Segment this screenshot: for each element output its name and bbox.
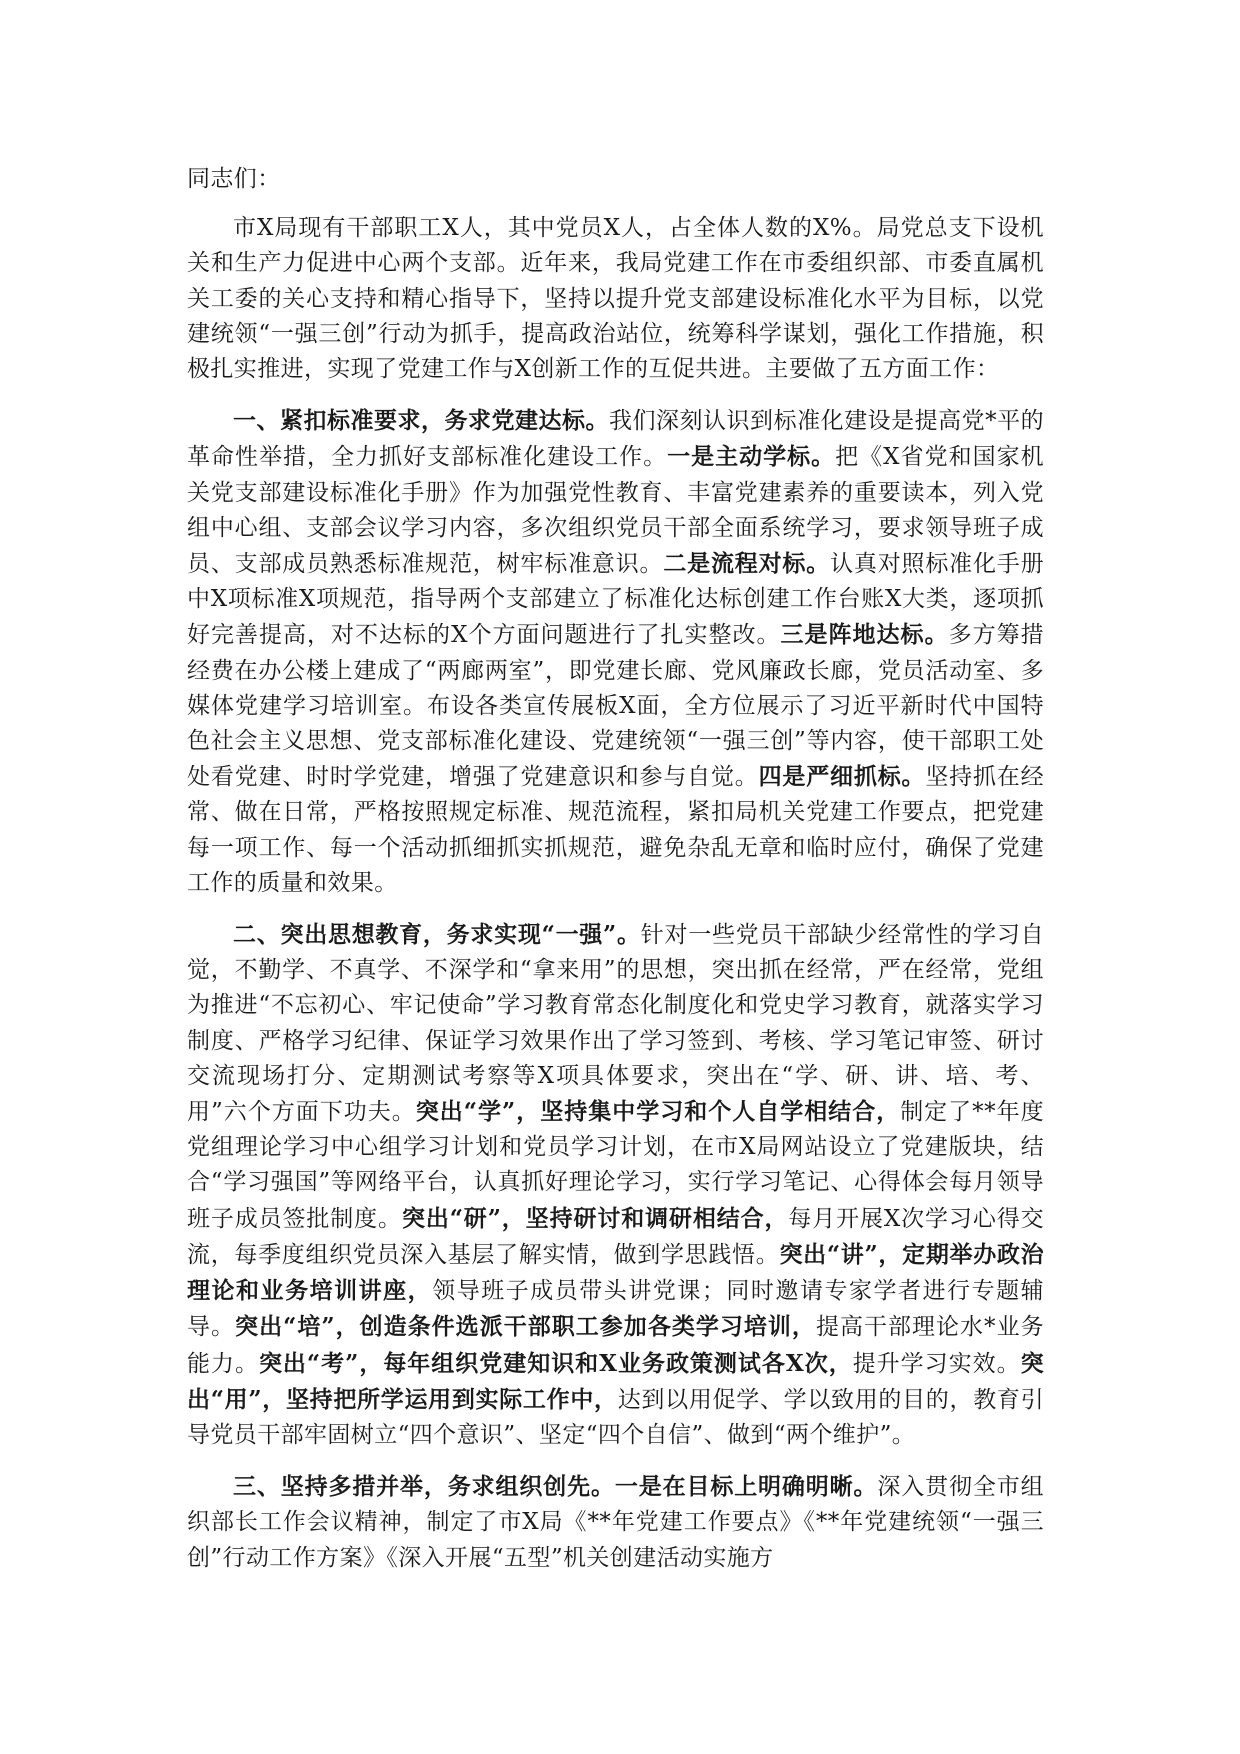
paragraph-section-3 — [187, 1469, 1044, 1576]
paragraph-text: 多方筹措经费在办公楼上建成了“两廊两室”，即党建长廊、党风廉政长廊，党员活动室、多媒体党建学习培训室。布设各类宣传展板X面，全方位展示了习近平新时代中国特色社会主义思想、党支部标准化建设、党建统领“一强三创”等内容，使干部职工处处看党建、时时学党建，增强了党建意识和参与自觉。 — [187, 622, 1044, 791]
bold-lead: 一是主动学标。 — [667, 443, 836, 471]
paragraph-text: 制定了**年度党组理论学习中心组学习计划和党员学习计划，在市X局网站设立了党建版块，结合“学习强国”等网络平台，认真抓好理论学习，实行学习笔记、心得体会每月领导班子成员签批制度。 — [187, 1099, 1044, 1232]
section-heading: 一、紧扣标准要求，务求党建达标。 — [233, 407, 610, 435]
paragraph-text: 深入贯彻全市组织部长工作会议精神，制定了市X局《**年党建工作要点》《**年党建统领“一强三创”行动工作方案》《深入开展“五型”机关创建活动实施方 — [187, 1474, 1044, 1571]
paragraph-text: 领导班子成员带头讲党课；同时邀请专家学者进行专题辅导。 — [187, 1278, 1045, 1341]
paragraph-text: 每月开展X次学习心得交流，每季度组织党员深入基层了解实情，做到学思践悟。 — [187, 1205, 1044, 1268]
bold-lead: 突出“培”，创造条件选派干部职工参加各类学习培训， — [235, 1313, 816, 1341]
paragraph-text: 市X局现有干部职工X人，其中党员X人，占全体人数的X%。局党总支下设机关和生产力促进中心两个支部。近年来，我局党建工作在市委组织部、市委直属机关工委的关心支持和精心指导下，坚持以提升党支部建设标准化水平为目标，以党建统领“一强三创”行动为抓手，提高政治站位，统筹科学谋划，强化工作措施，积极扎实推进，实现了党建工作与X创新工作的互促共进。主要做了五方面工作： — [187, 215, 1044, 383]
paragraph-text: 我们深刻认识到标准化建设是提高党*平的革命性举措，全力抓好支部标准化建设工作。 — [187, 408, 1044, 471]
bold-lead: 二是流程对标。 — [663, 550, 831, 578]
paragraph-text: 提升学习实效。 — [852, 1350, 1021, 1377]
bold-lead: 突出“研”，坚持研讨和调研相结合， — [401, 1204, 789, 1232]
section-heading: 三、坚持多措并举，务求组织创先。 — [233, 1473, 615, 1501]
salutation: 同志们： — [187, 166, 281, 192]
bold-lead: 三是阵地达标。 — [780, 621, 949, 649]
bold-lead: 一是在目标上明确明晰。 — [614, 1473, 878, 1501]
paragraph-text: 把《X省党和国家机关党支部建设标准化手册》作为加强党性教育、丰富党建素养的重要读本，列入党组中心组、支部会议学习内容，多次组织党员干部全面系统学习，要求领导班子成员、支部成员熟悉标准规范，树牢标准意识。 — [187, 444, 1044, 578]
bold-lead: 突出“学”，坚持集中学习和个人自学相结合， — [415, 1098, 901, 1126]
paragraph-text: 针对一些党员干部缺少经常性的学习自觉，不勤学、不真学、不深学和“拿来用”的思想，突出抓在经常，严在经常，党组为推进“不忘初心、牢记使命”学习教育常态化制度化和党史学习教育，就落实学习制度、严格学习纪律、保证学习效果作出了学习签到、考核、学习笔记审签、研讨交流现场打分、定期测试考察等X项具体要求，突出在“学、研、讲、培、考、用”六个方面下功夫。 — [187, 922, 1044, 1126]
bold-lead: 突出“考”，每年组织党建知识和X业务政策测试各X次， — [258, 1349, 853, 1377]
paragraph-text: 认真对照标准化手册中X项标准X项规范，指导两个支部建立了标准化达标创建工作台账X大类，逐项抓好完善提高，对不达标的X个方面问题进行了扎实整改。 — [187, 551, 1044, 649]
paragraph-text: 达到以用促学、学以致用的目的，教育引导党员干部牢固树立“四个意识”、坚定“四个自信”、做到“两个维护”。 — [187, 1386, 1045, 1448]
section-heading: 二、突出思想教育，务求实现“一强”。 — [233, 921, 641, 949]
paragraph-section-1 — [187, 403, 1044, 901]
bold-lead: 突出“讲”，定期举办政治理论和业务培训讲座， — [187, 1240, 1045, 1305]
bold-lead: 突出“用”，坚持把所学运用到实际工作中， — [187, 1349, 1044, 1413]
bold-lead: 四是严细抓标。 — [758, 763, 926, 791]
paragraph-text: 坚持抓在经常、做在日常，严格按照规定标准、规范流程，紧扣局机关党建工作要点，把党建每一项工作、每一个活动抓细抓实抓规范，避免杂乱无章和临时应付，确保了党建工作的质量和效果。 — [187, 764, 1044, 896]
paragraph-text: 提高干部理论水*业务能力。 — [187, 1314, 1044, 1377]
paragraph-intro — [187, 211, 1044, 387]
paragraph-section-2 — [187, 917, 1044, 1453]
